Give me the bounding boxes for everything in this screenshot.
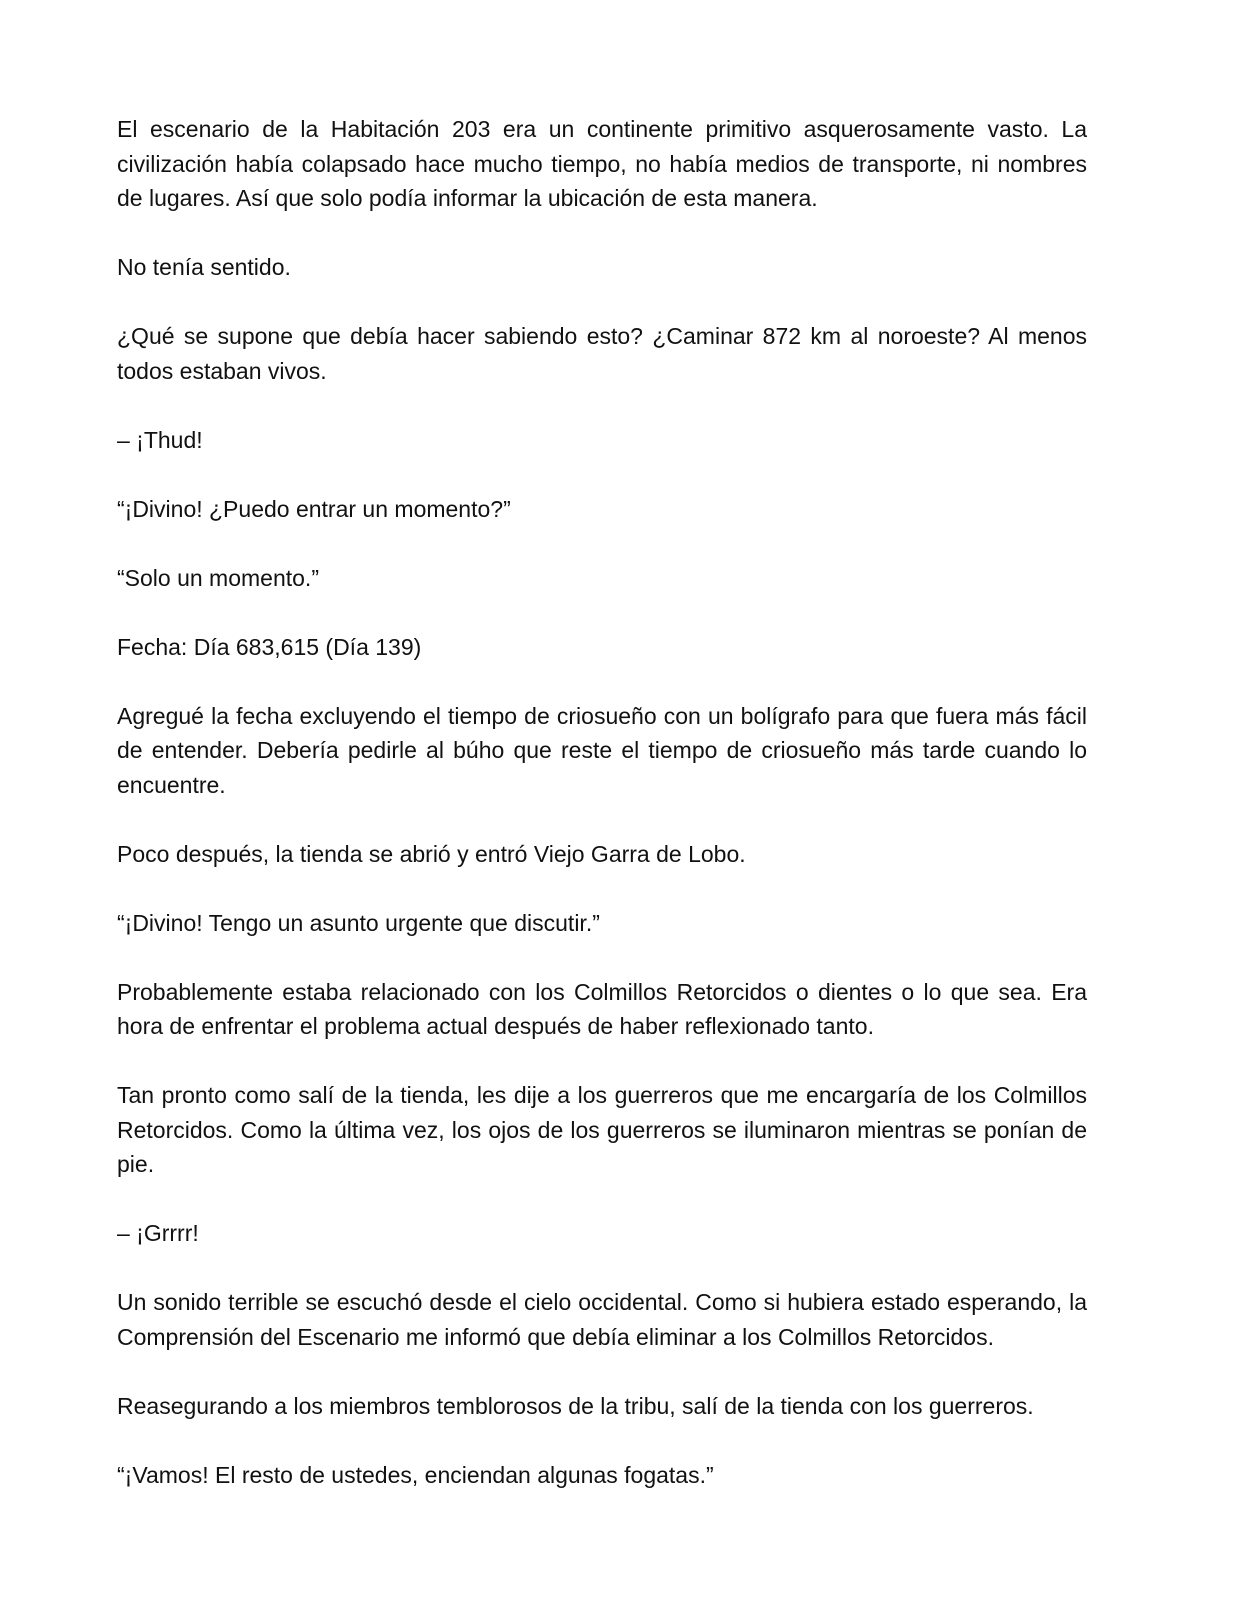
paragraph-15: Reasegurando a los miembros temblorosos de la tribu, salí de la tienda con los guerreros. bbox=[117, 1392, 1034, 1419]
paragraph-3: ¿Qué se supone que debía hacer sabiendo esto? ¿Caminar 872 km al noroeste? Al menos todos estaban vivos. bbox=[117, 323, 1087, 384]
paragraph-7: Fecha: Día 683,615 (Día 139) bbox=[117, 633, 422, 660]
paragraph-16: “¡Vamos! El resto de ustedes, enciendan algunas fogatas.” bbox=[117, 1461, 714, 1488]
paragraph-9: Poco después, la tienda se abrió y entró Viejo Garra de Lobo. bbox=[117, 840, 746, 867]
paragraph-1: El escenario de la Habitación 203 era un continente primitivo asquerosamente vasto. La civilización había colapsado hace mucho tiempo, no había medios de transporte, ni nombres de lugares. Así que solo podía informar la ubicación de esta manera. bbox=[117, 116, 1087, 211]
paragraph-4: – ¡Thud! bbox=[117, 426, 203, 453]
paragraph-13: – ¡Grrrr! bbox=[117, 1220, 199, 1246]
paragraph-10: “¡Divino! Tengo un asunto urgente que discutir.” bbox=[117, 909, 600, 936]
paragraph-14: Un sonido terrible se escuchó desde el cielo occidental. Como si hubiera estado esperando, la Comprensión del Escenario me informó que debía eliminar a los Colmillos Retorcidos. bbox=[117, 1289, 1087, 1350]
paragraph-12: Tan pronto como salí de la tienda, les dije a los guerreros que me encargaría de los Colmillos Retorcidos. Como la última vez, los ojos de los guerreros se iluminaron mientras se ponían de pie. bbox=[117, 1082, 1087, 1177]
paragraph-5: “¡Divino! ¿Puedo entrar un momento?” bbox=[117, 495, 511, 522]
paragraph-8: Agregué la fecha excluyendo el tiempo de criosueño con un bolígrafo para que fuera más fácil de entender. Debería pedirle al búho que reste el tiempo de criosueño más tarde cuando lo encuentre. bbox=[117, 702, 1087, 798]
document-body bbox=[117, 112, 1087, 1527]
paragraph-2: No tenía sentido. bbox=[117, 254, 291, 280]
paragraph-6: “Solo un momento.” bbox=[117, 564, 319, 591]
paragraph-11: Probablemente estaba relacionado con los Colmillos Retorcidos o dientes o lo que sea. Era hora de enfrentar el problema actual después de haber reflexionado tanto. bbox=[117, 978, 1087, 1039]
